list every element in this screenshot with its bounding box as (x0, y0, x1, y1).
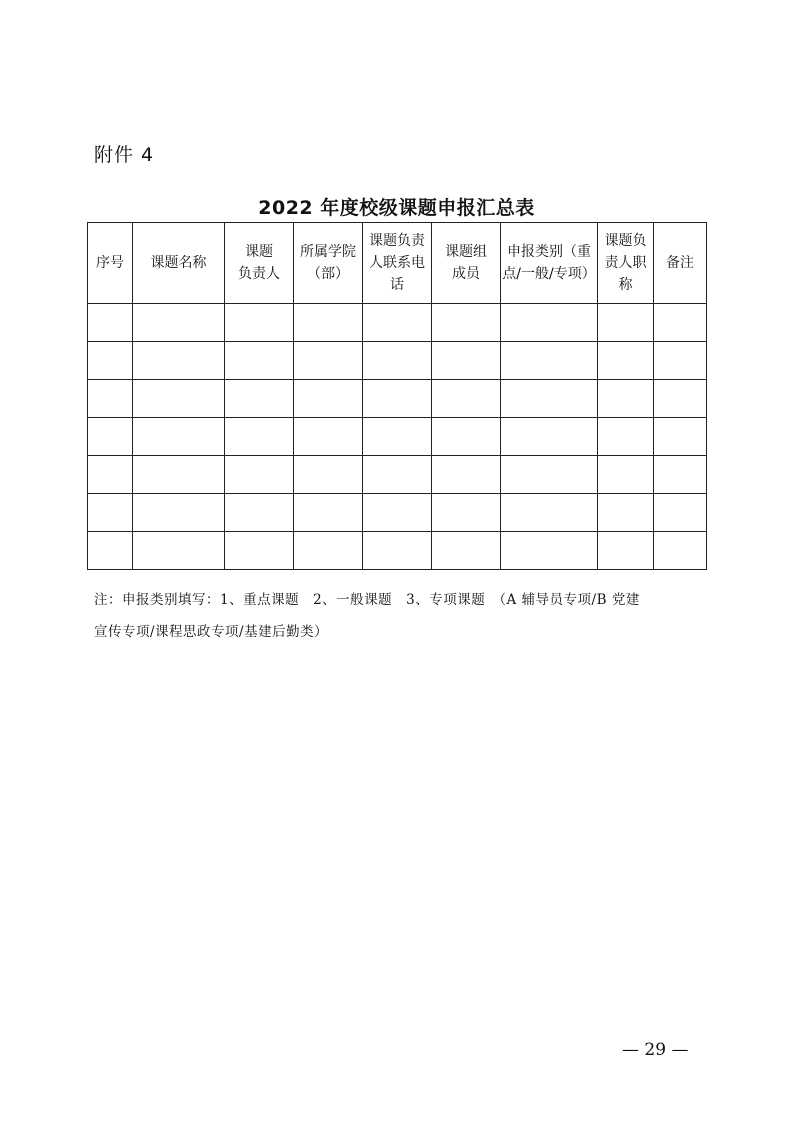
table-cell[interactable] (654, 494, 707, 532)
attachment-label: 附件 4 (94, 144, 155, 166)
table-cell[interactable] (654, 456, 707, 494)
table-row (88, 304, 707, 342)
table-cell[interactable] (88, 418, 133, 456)
table-cell[interactable] (654, 380, 707, 418)
table-cell[interactable] (654, 342, 707, 380)
table-cell[interactable] (598, 494, 654, 532)
table-cell[interactable] (598, 304, 654, 342)
table-cell[interactable] (432, 456, 501, 494)
table-cell[interactable] (432, 342, 501, 380)
header-category: 申报类别（重 点/一般/专项） (501, 223, 598, 304)
table-cell[interactable] (133, 418, 225, 456)
table-cell[interactable] (225, 418, 294, 456)
page-title: 2022 年度校级课题申报汇总表 (258, 197, 535, 219)
table-cell[interactable] (88, 304, 133, 342)
table-cell[interactable] (654, 418, 707, 456)
table-cell[interactable] (432, 494, 501, 532)
table-cell[interactable] (598, 456, 654, 494)
table-cell[interactable] (294, 456, 363, 494)
table-cell[interactable] (133, 342, 225, 380)
table-cell[interactable] (501, 456, 598, 494)
table-cell[interactable] (225, 380, 294, 418)
table-cell[interactable] (294, 532, 363, 570)
table-cell[interactable] (432, 532, 501, 570)
table-cell[interactable] (133, 494, 225, 532)
table-cell[interactable] (501, 342, 598, 380)
table-cell[interactable] (598, 380, 654, 418)
table-row (88, 342, 707, 380)
table-cell[interactable] (654, 304, 707, 342)
header-topic-leader: 课题 负责人 (225, 223, 294, 304)
table-cell[interactable] (363, 304, 432, 342)
table-cell[interactable] (225, 494, 294, 532)
header-college: 所属学院 （部） (294, 223, 363, 304)
note (94, 584, 714, 648)
table-cell[interactable] (225, 304, 294, 342)
table-row (88, 456, 707, 494)
table-cell[interactable] (363, 494, 432, 532)
header-leader-title: 课题负 责人职 称 (598, 223, 654, 304)
note-line-2: 宣传专项/课程思政专项/基建后勤类） (94, 624, 329, 640)
table-cell[interactable] (133, 304, 225, 342)
table-cell[interactable] (133, 380, 225, 418)
header-topic-name: 课题名称 (133, 223, 225, 304)
table-cell[interactable] (501, 380, 598, 418)
table-row (88, 380, 707, 418)
table-row (88, 418, 707, 456)
table-cell[interactable] (654, 532, 707, 570)
table-cell[interactable] (133, 456, 225, 494)
table-cell[interactable] (294, 494, 363, 532)
header-team-members: 课题组 成员 (432, 223, 501, 304)
table-cell[interactable] (501, 494, 598, 532)
table-cell[interactable] (598, 418, 654, 456)
summary-table (87, 222, 707, 570)
table-cell[interactable] (225, 342, 294, 380)
table-cell[interactable] (501, 304, 598, 342)
table-cell[interactable] (88, 456, 133, 494)
note-line-1: 注：申报类别填写：1、重点课题 2、一般课题 3、专项课题 （A 辅导员专项/B 党建 (94, 592, 640, 608)
table-cell[interactable] (363, 380, 432, 418)
header-leader-phone: 课题负责 人联系电 话 (363, 223, 432, 304)
table-cell[interactable] (88, 380, 133, 418)
table-cell[interactable] (363, 456, 432, 494)
table-cell[interactable] (501, 418, 598, 456)
table-row (88, 494, 707, 532)
table-cell[interactable] (133, 532, 225, 570)
table-cell[interactable] (432, 418, 501, 456)
table-cell[interactable] (501, 532, 598, 570)
table-cell[interactable] (294, 418, 363, 456)
table-cell[interactable] (432, 380, 501, 418)
table-cell[interactable] (294, 380, 363, 418)
table-cell[interactable] (225, 532, 294, 570)
table-cell[interactable] (363, 532, 432, 570)
table-cell[interactable] (363, 342, 432, 380)
table-cell[interactable] (294, 304, 363, 342)
table-cell[interactable] (225, 456, 294, 494)
table-cell[interactable] (598, 532, 654, 570)
table-cell[interactable] (88, 494, 133, 532)
header-remarks: 备注 (654, 223, 707, 304)
header-serial: 序号 (88, 223, 133, 304)
table-cell[interactable] (88, 532, 133, 570)
table-cell[interactable] (363, 418, 432, 456)
table-cell[interactable] (432, 304, 501, 342)
table-header-row (88, 223, 707, 304)
table-cell[interactable] (88, 342, 133, 380)
table-row (88, 532, 707, 570)
table-cell[interactable] (294, 342, 363, 380)
table-cell[interactable] (598, 342, 654, 380)
page-number: — 29 — (622, 1040, 689, 1060)
